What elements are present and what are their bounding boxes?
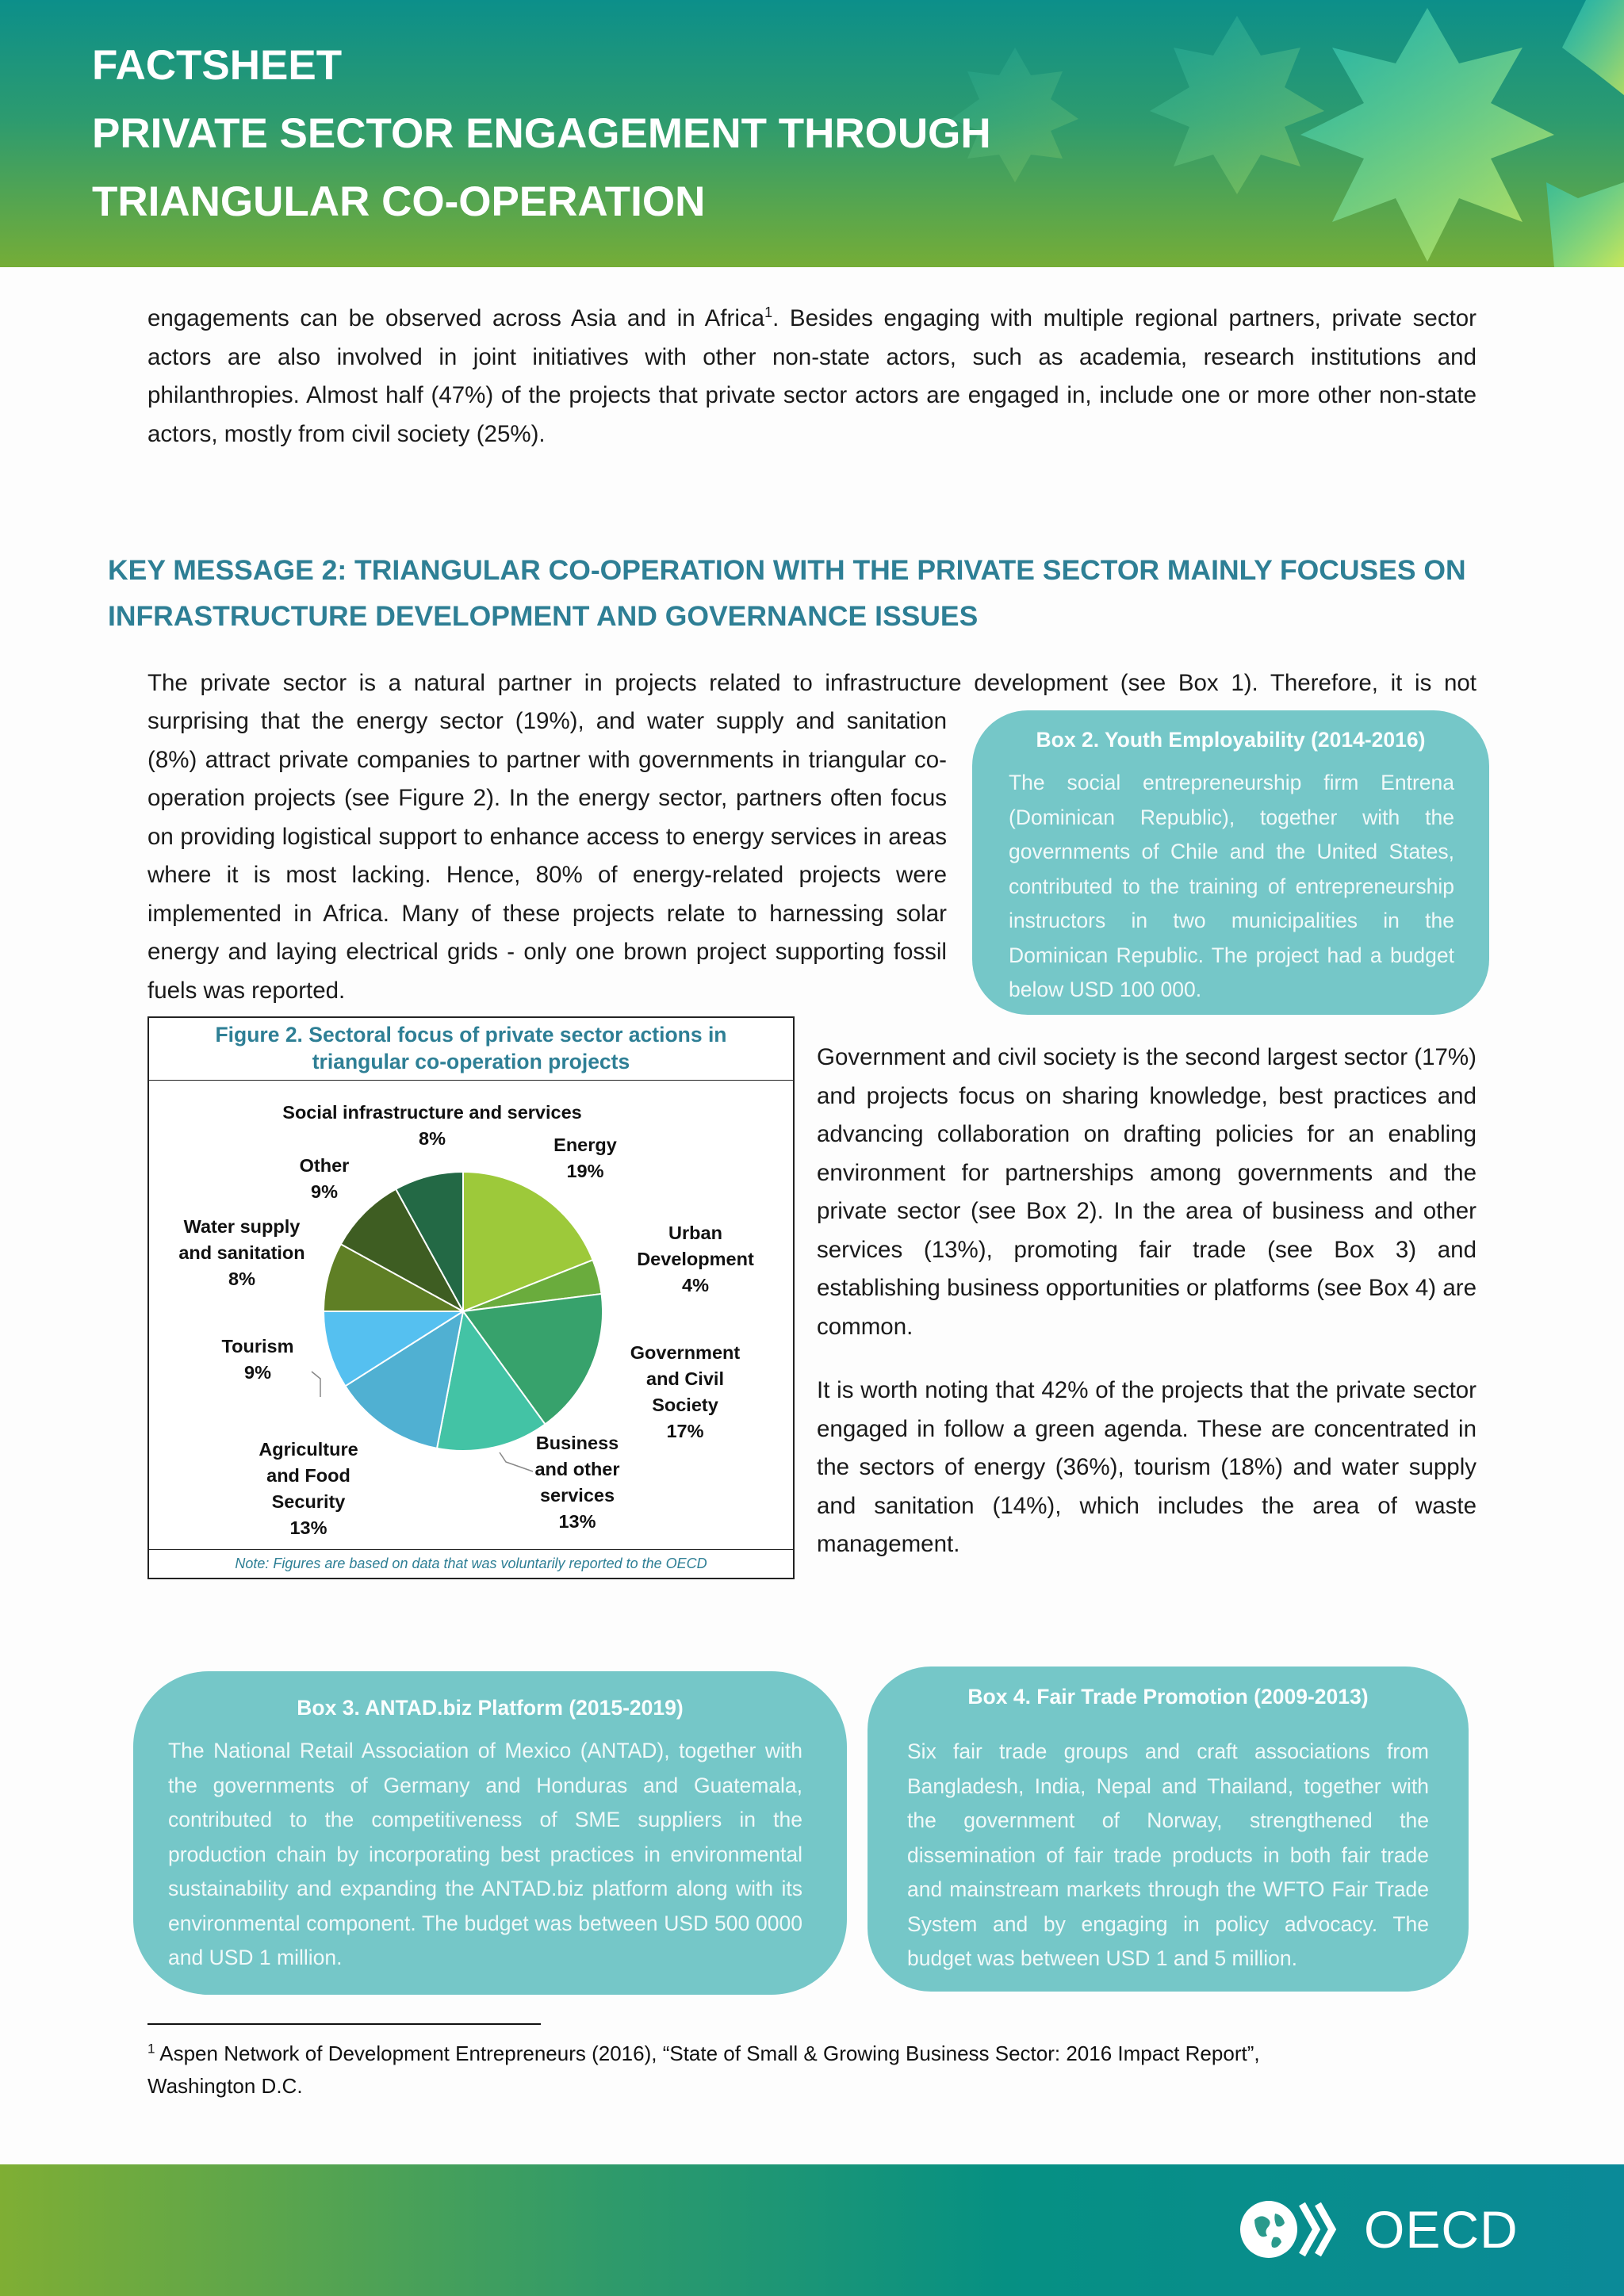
- key-message-line-2: INFRASTRUCTURE DEVELOPMENT AND GOVERNANCE ISSUES: [108, 600, 979, 632]
- footnote-ref[interactable]: 1: [764, 304, 773, 321]
- leader-line-water: [312, 1372, 320, 1397]
- label-water-supply: Water supply and sanitation 8%: [178, 1216, 305, 1289]
- label-energy: Energy 19%: [553, 1135, 617, 1181]
- section2-first-line: The private sector is a natural partner in projects related to infrastructure development (see Box 1). Therefore, it is not: [147, 670, 1477, 696]
- page-title: [92, 32, 991, 236]
- box4-title: Box 4. Fair Trade Promotion (2009-2013): [967, 1685, 1369, 1709]
- intro-text-b: . Besides engaging with multiple regional partners, private sector actors are also involved in joint initiatives with other non-state actors, such as academia, research institutions and philanthropies. Almost half (47%) of the projects that private sector actors are engaged in, include one or more other non-state actors, mostly from civil society (25%).: [147, 305, 1477, 447]
- figure-title-line-2: triangular co-operation projects: [312, 1050, 630, 1073]
- oecd-wordmark: OECD: [1364, 2200, 1519, 2259]
- figure-note: Note: Figures are based on data that was voluntarily reported to the OECD: [235, 1556, 707, 1571]
- footnote-line-2: Washington D.C.: [147, 2074, 303, 2098]
- section2-left-paragraph: surprising that the energy sector (19%), and water supply and sanitation (8%) attract private companies to partner with governments in triangular co-operation projects (see Figure 2). In the energy sector, partners often focus on providing logistical support to enhance access to energy services in areas where it is most lacking. Hence, 80% of energy-related projects were implemented in Africa. Many of these projects relate to harnessing solar energy and laying electrical grids - only one brown project supporting fossil fuels was reported.: [147, 708, 947, 1004]
- oecd-globe-icon: [1237, 2198, 1356, 2261]
- section2-right-paragraph-1: Government and civil society is the second largest sector (17%) and projects focus on sharing knowledge, best practices and advancing collaboration on drafting policies for an enabling environment for partnerships among governments and the private sector (see Box 2). In the area of business and other services (13%), promoting fair trade (see Box 3) and establishing business opportunities or platforms (see Box 4) are common.: [817, 1044, 1477, 1340]
- title-line-2: PRIVATE SECTOR ENGAGEMENT THROUGH: [92, 110, 991, 157]
- label-urban-development: Urban Development 4%: [637, 1223, 754, 1295]
- box2-body: The social entrepreneurship firm Entrena (Dominican Republic), together with the governments of Chile and the United States, contributed to the training of entrepreneurship instructors in two municipalities in the Dominican Republic. The project had a budget below USD 100 000.: [1009, 771, 1454, 1001]
- footnote-number: 1: [147, 2041, 155, 2057]
- oecd-logo[interactable]: [1237, 2198, 1519, 2261]
- box2-title: Box 2. Youth Employability (2014-2016): [1036, 728, 1426, 752]
- box3-title: Box 3. ANTAD.biz Platform (2015-2019): [297, 1696, 684, 1720]
- label-business: Business and other services 13%: [534, 1433, 620, 1532]
- box3-antad-platform: [133, 1671, 847, 1995]
- key-message-line-1: KEY MESSAGE 2: TRIANGULAR CO-OPERATION WITH THE PRIVATE SECTOR MAINLY FOCUSES ON: [108, 554, 1466, 586]
- title-line-3: TRIANGULAR CO-OPERATION: [92, 178, 706, 225]
- intro-text-a: engagements can be observed across Asia and in Africa: [147, 305, 765, 331]
- title-line-1: FACTSHEET: [92, 42, 343, 89]
- footnote: [147, 2038, 1496, 2103]
- footnote-rule: [147, 2023, 541, 2025]
- intro-paragraph: [147, 300, 1477, 453]
- box2-youth-employability: [972, 710, 1489, 1015]
- section2-right-paragraph-2: It is worth noting that 42% of the projects that the private sector engaged in follow a green agenda. These are concentrated in the sectors of energy (36%), tourism (18%) and water supply and sanitation (14%), which includes the area of waste management.: [817, 1377, 1477, 1557]
- figure-2: [147, 1016, 795, 1579]
- footnote-line-1: Aspen Network of Development Entrepreneurs (2016), “State of Small & Growing Business Sector: 2016 Impact Report”,: [155, 2042, 1260, 2065]
- label-government: Government and Civil Society 17%: [630, 1342, 741, 1441]
- box4-body: Six fair trade groups and craft associations from Bangladesh, India, Nepal and Thailand, together with the government of Norway, strengthened the dissemination of fair trade products in both fair trade and mainstream markets through the WFTO Fair Trade System and by engaging in policy advocacy. The budget was between USD 1 and 5 million.: [907, 1739, 1429, 1970]
- label-tourism: Tourism 9%: [221, 1336, 294, 1383]
- figure-title-line-1: Figure 2. Sectoral focus of private sector actions in: [215, 1023, 727, 1047]
- label-social-infrastructure: Social infrastructure and services 8%: [282, 1102, 582, 1149]
- key-message-heading: [108, 547, 1519, 639]
- box4-fair-trade: [868, 1667, 1469, 1992]
- label-other: Other 9%: [299, 1155, 350, 1202]
- header-banner: [0, 0, 1624, 267]
- box3-body: The National Retail Association of Mexico (ANTAD), together with the governments of Germany and Honduras and Guatemala, contributed to the competitiveness of SME suppliers in the production chain by incorporating best practices in environmental sustainability and expanding the ANTAD.biz platform along with its environmental component. The budget was between USD 500 0000 and USD 1 million.: [168, 1739, 802, 1969]
- figure-note-divider: [149, 1549, 793, 1550]
- label-agriculture: Agriculture and Food Security 13%: [259, 1439, 358, 1538]
